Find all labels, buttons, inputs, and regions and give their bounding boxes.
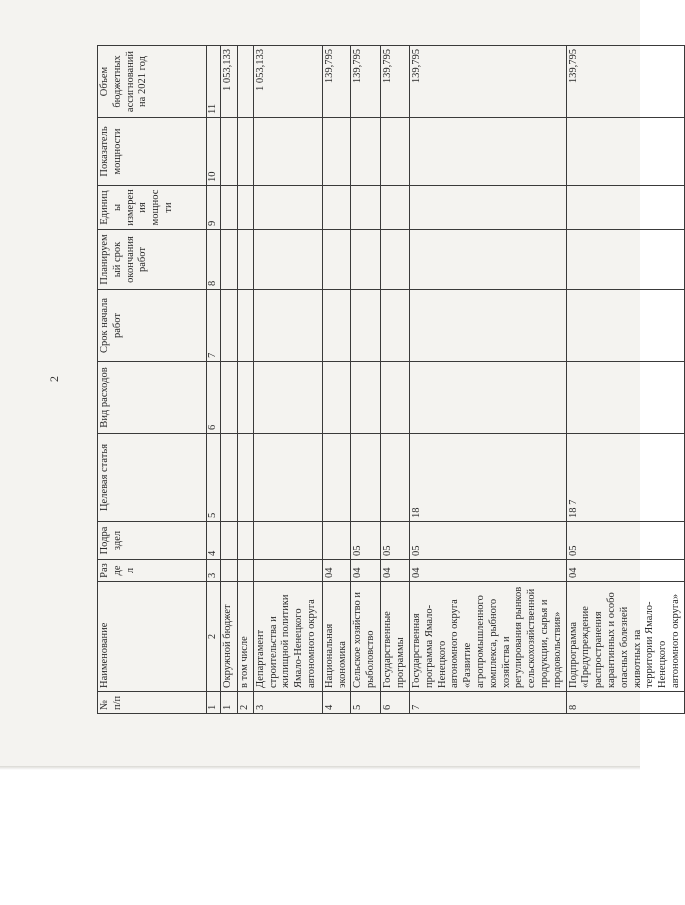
column-number: 9 — [207, 186, 221, 230]
row-subsection: 05 — [351, 522, 381, 560]
row-start — [566, 290, 684, 362]
row-amount: 139,795 — [322, 46, 351, 118]
row-section: 04 — [322, 560, 351, 582]
header-start: Срок начала работ — [98, 290, 207, 362]
row-unit — [351, 186, 381, 230]
row-section: 04 — [566, 560, 684, 582]
row-target — [381, 434, 410, 522]
row-section — [237, 560, 253, 582]
row-no: 8 — [566, 692, 684, 714]
row-amount: 1 053,133 — [253, 46, 322, 118]
column-number: 6 — [207, 362, 221, 434]
row-capacity — [566, 118, 684, 186]
row-capacity — [351, 118, 381, 186]
row-target: 18 — [409, 434, 566, 522]
table-row — [220, 46, 237, 714]
row-subsection: 05 — [566, 522, 684, 560]
column-number: 8 — [207, 230, 221, 290]
column-number: 1 — [207, 692, 221, 714]
row-end — [322, 230, 351, 290]
row-amount: 139,795 — [381, 46, 410, 118]
row-name: Сельское хозяйство и рыболовство — [351, 582, 381, 692]
row-no: 7 — [409, 692, 566, 714]
row-unit — [237, 186, 253, 230]
row-no: 2 — [237, 692, 253, 714]
header-row — [98, 46, 207, 714]
row-start — [322, 290, 351, 362]
row-no: 1 — [220, 692, 237, 714]
row-capacity — [253, 118, 322, 186]
row-expense — [220, 362, 237, 434]
row-unit — [381, 186, 410, 230]
row-target — [220, 434, 237, 522]
row-end — [237, 230, 253, 290]
row-unit — [220, 186, 237, 230]
row-expense — [253, 362, 322, 434]
table-row — [237, 46, 253, 714]
row-subsection — [253, 522, 322, 560]
column-number-row — [207, 46, 221, 714]
row-expense — [237, 362, 253, 434]
row-capacity — [409, 118, 566, 186]
row-amount: 1 053,133 — [220, 46, 237, 118]
row-start — [220, 290, 237, 362]
row-expense — [381, 362, 410, 434]
row-unit — [322, 186, 351, 230]
row-expense — [322, 362, 351, 434]
row-section: 04 — [409, 560, 566, 582]
table-row — [253, 46, 322, 714]
row-expense — [566, 362, 684, 434]
header-unit: Единицы измерения мощности — [98, 186, 207, 230]
column-number: 7 — [207, 290, 221, 362]
row-expense — [409, 362, 566, 434]
header-target: Целевая статья — [98, 434, 207, 522]
rotated-table — [97, 46, 681, 714]
row-end — [381, 230, 410, 290]
row-subsection — [322, 522, 351, 560]
row-no: 3 — [253, 692, 322, 714]
row-unit — [566, 186, 684, 230]
header-end: Планируемый срок окончания работ — [98, 230, 207, 290]
column-number: 4 — [207, 522, 221, 560]
column-number: 5 — [207, 434, 221, 522]
budget-table — [97, 45, 685, 714]
row-section: 04 — [351, 560, 381, 582]
row-end — [351, 230, 381, 290]
row-start — [409, 290, 566, 362]
column-number: 2 — [207, 582, 221, 692]
row-name: Национальная экономика — [322, 582, 351, 692]
row-section: 04 — [381, 560, 410, 582]
row-section — [253, 560, 322, 582]
row-unit — [253, 186, 322, 230]
row-amount — [237, 46, 253, 118]
row-unit — [409, 186, 566, 230]
row-amount: 139,795 — [351, 46, 381, 118]
table-row — [409, 46, 566, 714]
row-name: Окружной бюджет — [220, 582, 237, 692]
row-amount: 139,795 — [566, 46, 684, 118]
row-target — [253, 434, 322, 522]
row-start — [381, 290, 410, 362]
table-row — [381, 46, 410, 714]
row-no: 6 — [381, 692, 410, 714]
row-subsection — [237, 522, 253, 560]
row-target — [237, 434, 253, 522]
row-target — [322, 434, 351, 522]
row-no: 5 — [351, 692, 381, 714]
row-subsection — [220, 522, 237, 560]
row-start — [237, 290, 253, 362]
row-name: Государственные программы — [381, 582, 410, 692]
scan-edge — [0, 766, 640, 770]
table-row — [566, 46, 684, 714]
row-end — [566, 230, 684, 290]
row-section — [220, 560, 237, 582]
row-name: в том числе — [237, 582, 253, 692]
row-capacity — [220, 118, 237, 186]
header-capacity: Показатель мощности — [98, 118, 207, 186]
header-expense: Вид расходов — [98, 362, 207, 434]
row-capacity — [322, 118, 351, 186]
header-amount: Объем бюджетных ассигнований на 2021 год — [98, 46, 207, 118]
row-start — [253, 290, 322, 362]
header-no: № п/п — [98, 692, 207, 714]
row-end — [220, 230, 237, 290]
header-name: Наименование — [98, 582, 207, 692]
row-end — [253, 230, 322, 290]
column-number: 3 — [207, 560, 221, 582]
row-target: 18 7 — [566, 434, 684, 522]
row-no: 4 — [322, 692, 351, 714]
row-amount: 139,795 — [409, 46, 566, 118]
table-row — [351, 46, 381, 714]
row-capacity — [237, 118, 253, 186]
row-name: Государственная программа Ямало-Ненецкого автономного округа «Развитие агропромышленного комплекса, рыбного хозяйства и регулирования рынков сельскохозяйственной продукции, сырья и продовольствия» — [409, 582, 566, 692]
row-subsection: 05 — [409, 522, 566, 560]
column-number: 10 — [207, 118, 221, 186]
row-capacity — [381, 118, 410, 186]
column-number: 11 — [207, 46, 221, 118]
row-expense — [351, 362, 381, 434]
row-name: Подпрограмма «Предупреждение распространения карантинных и особо опасных болезней животных на территории Ямало-Ненецкого автономного округа» — [566, 582, 684, 692]
table-row — [322, 46, 351, 714]
row-name: Департамент строительства и жилищной политики Ямало-Ненецкого автономного округа — [253, 582, 322, 692]
row-start — [351, 290, 381, 362]
page-number: 2 — [47, 376, 61, 382]
header-section: Раздел — [98, 560, 207, 582]
header-subsection: Подраздел — [98, 522, 207, 560]
row-end — [409, 230, 566, 290]
row-target — [351, 434, 381, 522]
table-container — [97, 46, 681, 714]
row-subsection: 05 — [381, 522, 410, 560]
